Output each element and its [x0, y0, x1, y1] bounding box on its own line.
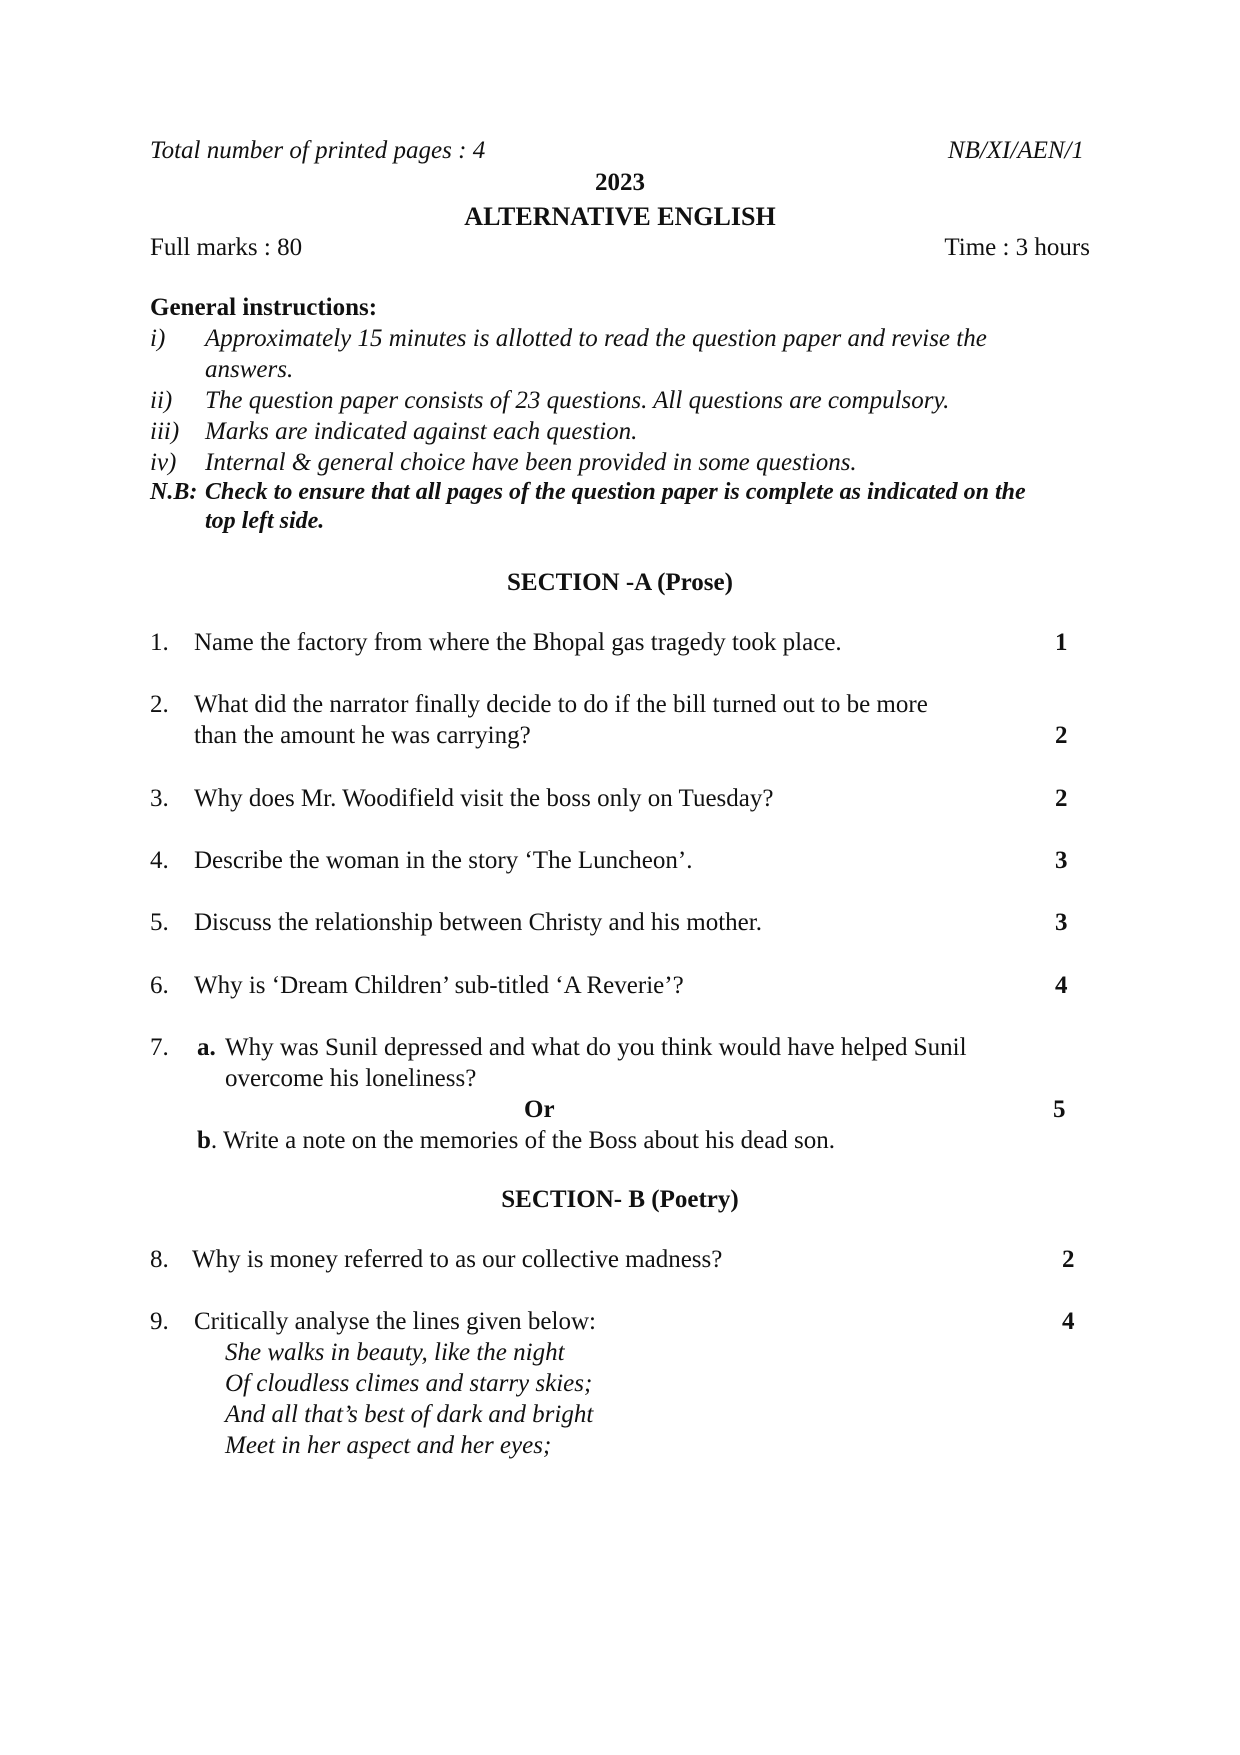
option-a-label: a. [197, 1034, 216, 1061]
question-marks: 3 [1055, 847, 1068, 874]
question-number: 1. [150, 629, 169, 656]
question-marks: 4 [1062, 1308, 1075, 1335]
question-number: 5. [150, 909, 169, 936]
option-b-text: . Write a note on the memories of the Boss about his dead son. [210, 1127, 836, 1154]
section-a-title: SECTION -A (Prose) [507, 569, 733, 596]
question-number: 7. [150, 1034, 169, 1061]
instruction-text: Marks are indicated against each question. [205, 418, 638, 445]
instruction-text: Approximately 15 minutes is allotted to read the question paper and revise the [205, 325, 987, 352]
nb-marker: N.B: [150, 479, 198, 505]
nb-text: top left side. [205, 508, 325, 534]
poem-line: Of cloudless climes and starry skies; [225, 1370, 593, 1397]
question-text: Discuss the relationship between Christy and his mother. [194, 909, 762, 936]
question-text: Describe the woman in the story ‘The Luncheon’. [194, 847, 693, 874]
question-text: What did the narrator finally decide to do if the bill turned out to be more [194, 691, 928, 718]
option-a-text: Why was Sunil depressed and what do you think would have helped Sunil [225, 1034, 967, 1061]
question-number: 9. [150, 1308, 169, 1335]
question-number: 3. [150, 785, 169, 812]
question-marks: 4 [1055, 972, 1068, 999]
question-text: Why is money referred to as our collective madness? [192, 1246, 723, 1273]
section-b-title: SECTION- B (Poetry) [501, 1186, 739, 1213]
question-text: Why does Mr. Woodifield visit the boss only on Tuesday? [194, 785, 774, 812]
poem-line: She walks in beauty, like the night [225, 1339, 565, 1366]
instruction-text: Internal & general choice have been provided in some questions. [205, 449, 857, 476]
question-number: 4. [150, 847, 169, 874]
question-number: 2. [150, 691, 169, 718]
poem-line: Meet in her aspect and her eyes; [225, 1432, 552, 1459]
question-marks: 5 [1053, 1096, 1066, 1123]
paper-code: NB/XI/AEN/1 [947, 137, 1084, 164]
question-marks: 2 [1055, 722, 1068, 749]
question-text: Critically analyse the lines given below: [194, 1308, 596, 1335]
instruction-text: answers. [205, 356, 294, 383]
full-marks: Full marks : 80 [150, 234, 303, 261]
printed-pages-note: Total number of printed pages : 4 [150, 137, 486, 164]
question-marks: 1 [1055, 629, 1068, 656]
instructions-heading: General instructions: [150, 294, 378, 321]
poem-line: And all that’s best of dark and bright [225, 1401, 594, 1428]
subject-title: ALTERNATIVE ENGLISH [464, 202, 776, 231]
instruction-text: The question paper consists of 23 questions. All questions are compulsory. [205, 387, 950, 414]
instruction-marker: iii) [150, 418, 180, 445]
option-b [197, 1125, 835, 1156]
time-allowed: Time : 3 hours [944, 234, 1090, 261]
instruction-marker: ii) [150, 387, 173, 414]
instruction-marker: iv) [150, 449, 177, 476]
question-marks: 2 [1055, 785, 1068, 812]
question-marks: 3 [1055, 909, 1068, 936]
question-marks: 2 [1062, 1246, 1075, 1273]
question-number: 6. [150, 972, 169, 999]
question-text: Why is ‘Dream Children’ sub-titled ‘A Reverie’? [194, 972, 684, 999]
nb-text: Check to ensure that all pages of the question paper is complete as indicated on the [205, 479, 1026, 505]
question-text: Name the factory from where the Bhopal gas tragedy took place. [194, 629, 842, 656]
option-a-text: overcome his loneliness? [225, 1065, 477, 1092]
question-text: than the amount he was carrying? [194, 722, 531, 749]
exam-year: 2023 [595, 169, 645, 196]
option-b-label: b [197, 1127, 211, 1154]
or-label: Or [524, 1096, 555, 1123]
instruction-marker: i) [150, 325, 166, 352]
question-number: 8. [150, 1246, 169, 1273]
